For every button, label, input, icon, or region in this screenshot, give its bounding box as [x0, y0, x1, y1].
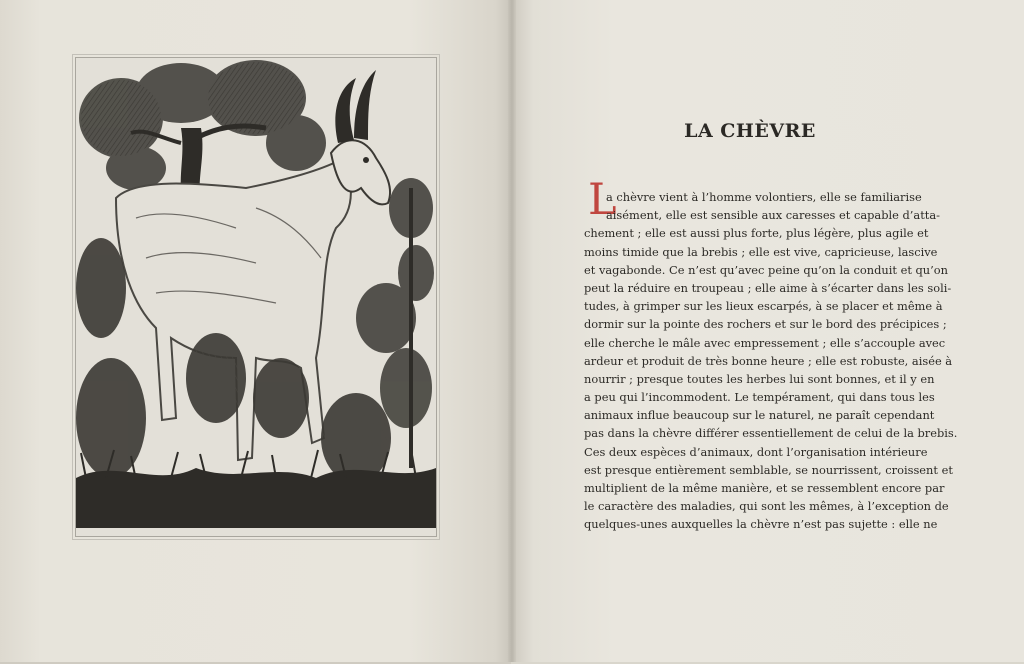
text-line: moins timide que la brebis ; elle est vive, capricieuse, lascive: [584, 244, 938, 259]
drop-cap: L: [588, 175, 617, 225]
text-line: nourrir ; presque toutes les herbes lui sont bonnes, et il y en: [584, 371, 935, 386]
goat-illustration-icon: [76, 58, 436, 536]
text-line: le caractère des maladies, qui sont les mêmes, à l’exception de: [584, 499, 949, 514]
text-line: chement ; elle est aussi plus forte, plus légère, plus agile et: [584, 226, 929, 241]
text-line: a chèvre vient à l’homme volontiers, elle se familiarise: [606, 190, 922, 204]
text-line: peut la réduire en troupeau ; elle aime à s’écarter dans les soli-: [584, 280, 952, 295]
book-gutter: [508, 0, 516, 662]
text-line: pas dans la chèvre différer essentiellement de celui de la brebis.: [584, 426, 958, 441]
text-line: Ces deux espèces d’animaux, dont l’organisation intérieure: [584, 444, 928, 459]
text-line: quelques-unes auxquelles la chèvre n’est pas sujette : elle ne: [584, 517, 938, 532]
text-line: et vagabonde. Ce n’est qu’avec peine qu’on la conduit et qu’on: [584, 262, 948, 277]
text-line: elle cherche le mâle avec empressement ; elle s’accouple avec: [584, 335, 946, 350]
text-line: animaux influe beaucoup sur le naturel, ne paraît cependant: [584, 408, 935, 423]
text-line: multiplient de la même manière, et se ressemblent encore par: [584, 481, 945, 495]
text-line: dormir sur la pointe des rochers et sur le bord des précipices ;: [584, 317, 947, 332]
text-line: a peu qui l’incommodent. Le tempérament, qui dans tous les: [584, 390, 935, 405]
vine-foliage: [356, 178, 434, 428]
text-line: tudes, à grimper sur les lieux escarpés, à se placer et même à: [584, 299, 943, 314]
text-line: est presque entièrement semblable, se nourrissent, croissent et: [584, 462, 953, 477]
chapter-title: LA CHÈVRE: [684, 120, 816, 142]
goat-etching: [75, 57, 437, 537]
text-line: aisément, elle est sensible aux caresses et capable d’atta-: [606, 208, 941, 223]
text-line: ardeur et produit de très bonne heure ; elle est robuste, aisée à: [584, 353, 953, 368]
body-text: [584, 188, 958, 534]
